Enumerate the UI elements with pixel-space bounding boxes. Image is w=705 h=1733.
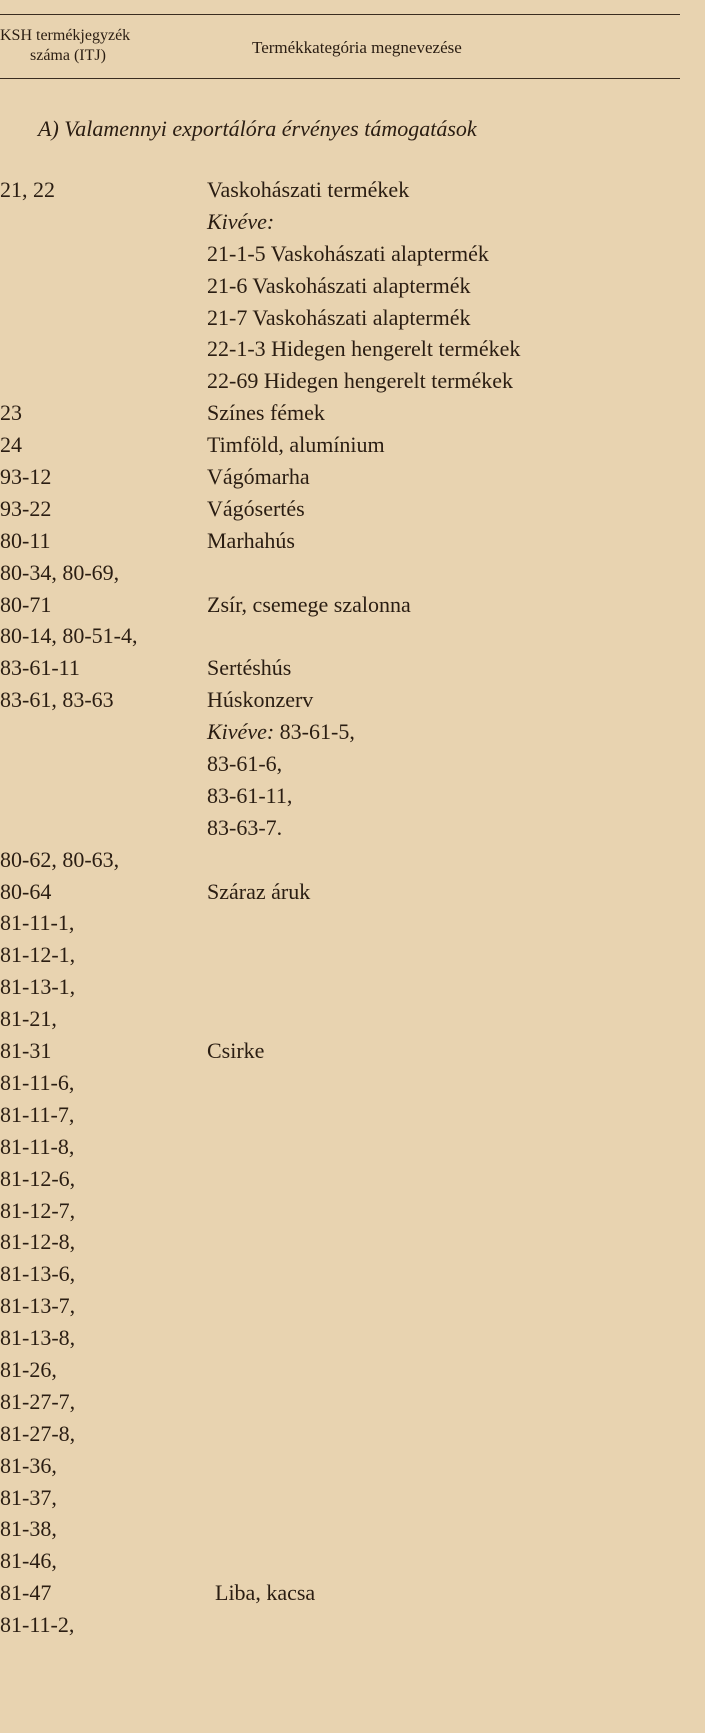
category-text: Marhahús [207,527,295,553]
product-code: 21, 22 [0,177,55,202]
product-code: 83-61, 83-63 [0,687,114,713]
exception-label: Kivéve: [207,719,275,745]
category-name [207,206,274,238]
table-row [0,620,705,652]
product-code: 81-27-7, [0,1388,76,1414]
table-row [0,939,705,971]
product-list [0,174,705,1641]
table-row [0,557,705,589]
header-code-line1: KSH termékjegyzék [0,27,131,44]
table-row [0,684,705,716]
table-row [0,1258,705,1290]
category-name [215,1577,315,1609]
category-text: Sertéshús [207,655,292,681]
table-row [0,1386,705,1418]
table-row [0,1226,705,1258]
table-row [0,1609,705,1641]
table-row [0,876,705,908]
table-row [0,1418,705,1450]
table-row [0,1513,705,1545]
table-row [0,1131,705,1163]
product-code: 81-12-6, [0,1165,76,1191]
product-code: 23 [0,400,22,426]
product-code: 81-11-7, [0,1101,75,1127]
product-code: 81-13-6, [0,1261,76,1287]
category-text: Zsír, csemege szalonna [207,591,411,617]
header-category-column: Termékkategória megnevezése [252,38,462,57]
table-row [0,589,705,621]
table-row [0,461,705,493]
product-code: 80-11 [0,527,51,553]
category-text: Vágósertés [207,495,305,521]
table-row [0,238,705,270]
table-row [0,1003,705,1035]
header-code-column [0,26,185,66]
table-row [0,1099,705,1131]
product-code: 24 [0,432,22,458]
table-row [0,1482,705,1514]
product-code: 93-22 [0,495,52,521]
table-row [0,1290,705,1322]
product-code: 81-26, [0,1356,57,1382]
table-row [0,525,705,557]
category-name [207,238,489,270]
product-code: 81-13-7, [0,1293,76,1319]
category-name [207,397,325,429]
table-row [0,206,705,238]
category-text: Színes fémek [207,400,325,426]
table-row [0,1577,705,1609]
product-code: 80-71 [0,591,52,617]
table-row [0,844,705,876]
product-code: 81-12-7, [0,1197,76,1223]
table-row [0,1163,705,1195]
table-row [0,907,705,939]
category-name [207,174,409,206]
table-row [0,1545,705,1577]
table-row [0,780,705,812]
category-text: Száraz áruk [207,878,311,904]
category-name [207,684,313,716]
category-text: Húskonzerv [207,687,314,713]
table-row [0,652,705,684]
product-code: 80-62, 80-63, [0,846,120,872]
product-code: 81-46, [0,1548,57,1574]
category-text: 21-7 Vaskohászati alaptermék [207,304,471,330]
category-name [207,429,385,461]
product-code: 81-11-6, [0,1069,75,1095]
category-text: 21-1-5 Vaskohászati alaptermék [207,240,489,266]
table-row [0,365,705,397]
top-rule [0,14,680,15]
category-name [207,365,513,397]
table-row [0,812,705,844]
product-code: 81-27-8, [0,1420,76,1446]
product-code: 81-38, [0,1516,57,1542]
category-name [207,525,295,557]
product-code: 81-13-1, [0,974,76,1000]
category-name [207,333,520,365]
category-text: Vágómarha [207,464,310,490]
table-row [0,1035,705,1067]
table-row [0,971,705,1003]
product-code: 81-12-1, [0,942,76,968]
product-code: 81-21, [0,1006,57,1032]
category-text: Liba, kacsa [215,1580,316,1606]
category-name [207,716,355,748]
product-code: 93-12 [0,464,52,490]
product-code: 80-34, 80-69, [0,559,120,585]
header-rule [0,78,680,79]
category-name [207,461,310,493]
product-code: 83-61-11 [0,655,80,681]
product-code: 81-12-8, [0,1229,76,1255]
table-row [0,429,705,461]
product-code: 81-47 [0,1580,52,1606]
table-row [0,716,705,748]
category-name [207,748,282,780]
product-code: 81-13-8, [0,1325,76,1351]
category-text: 83-63-7. [207,814,283,840]
product-code: 80-14, 80-51-4, [0,623,138,649]
category-text: 83-61-11, [207,782,293,808]
category-name [207,589,411,621]
product-code: 81-11-2, [0,1612,75,1638]
product-code: 81-11-8, [0,1133,75,1159]
product-code: 81-36, [0,1452,57,1478]
table-row [0,1354,705,1386]
category-text: 22-1-3 Hidegen hengerelt termékek [207,336,521,362]
table-row [0,270,705,302]
header-code-line2: száma (ITJ) [30,47,106,64]
category-name [207,780,292,812]
table-row [0,174,705,206]
exception-label: Kivéve: [207,208,275,234]
table-row [0,397,705,429]
category-text: 83-61-5, [274,719,355,745]
product-code: 81-11-1, [0,910,75,936]
category-name [207,652,291,684]
category-text: 83-61-6, [207,751,283,777]
table-row [0,1450,705,1482]
section-title: A) Valamennyi exportálóra érvényes támogatások [38,116,477,141]
table-row [0,1322,705,1354]
category-text: 21-6 Vaskohászati alaptermék [207,272,471,298]
table-row [0,493,705,525]
table-row [0,1067,705,1099]
table-row [0,333,705,365]
product-code: 81-37, [0,1484,57,1510]
category-text: Timföld, alumínium [207,432,385,458]
category-name [207,493,305,525]
table-row [0,1195,705,1227]
category-text: 22-69 Hidegen hengerelt termékek [207,368,514,394]
category-name [207,876,310,908]
category-text: Vaskohászati termékek [207,177,410,202]
category-text: Csirke [207,1038,265,1064]
category-name [207,270,471,302]
table-row [0,302,705,334]
table-row [0,748,705,780]
product-code: 80-64 [0,878,52,904]
category-name [207,1035,264,1067]
category-name [207,812,282,844]
category-name [207,302,471,334]
product-code: 81-31 [0,1038,52,1064]
